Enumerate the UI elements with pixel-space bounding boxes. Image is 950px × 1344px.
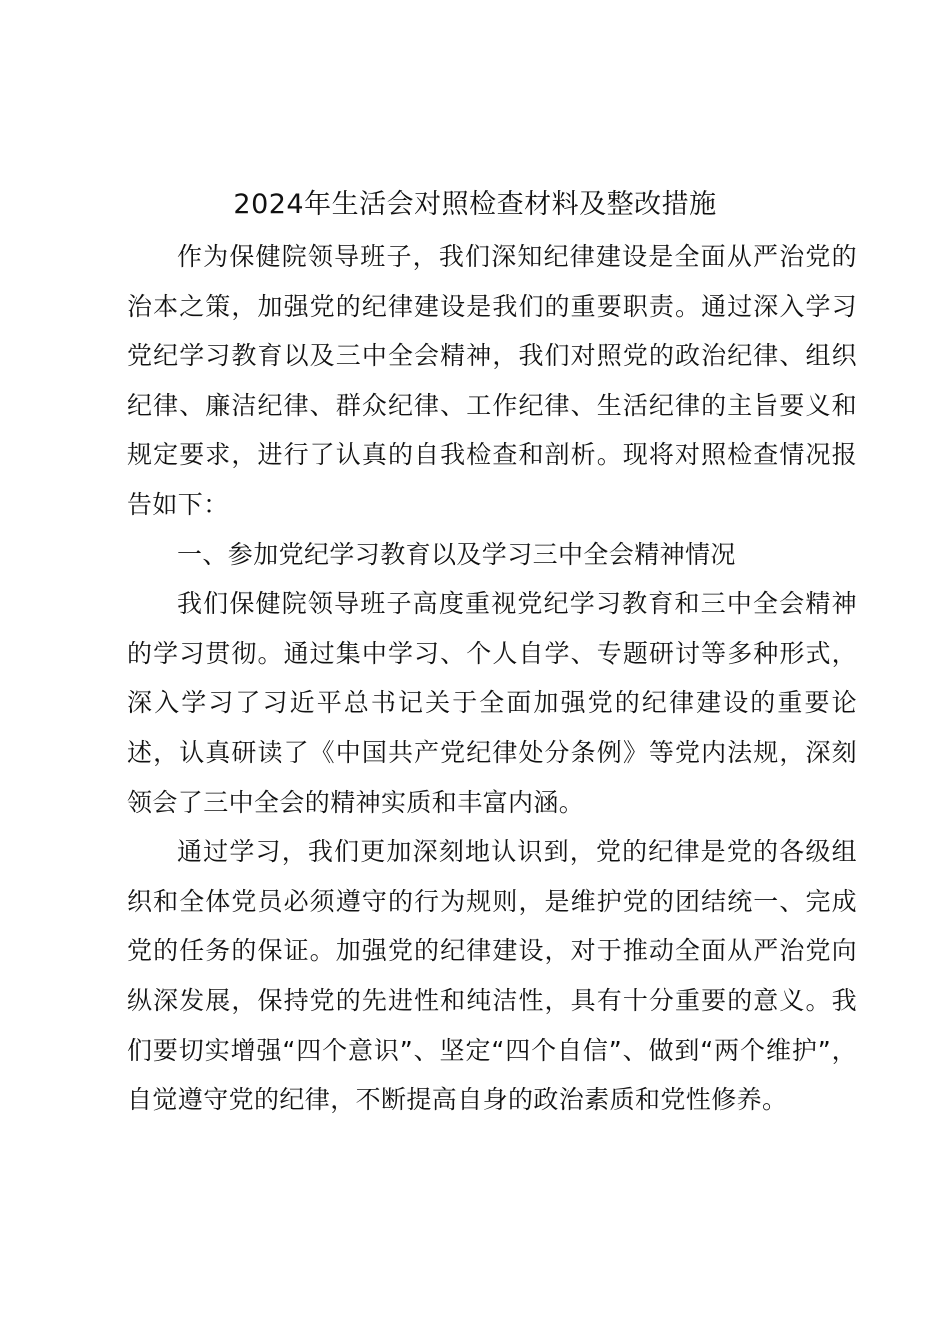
section-1-heading: 一、参加党纪学习教育以及学习三中全会精神情况 (177, 539, 736, 569)
intro-paragraph: 作为保健院领导班子，我们深知纪律建设是全面从严治党的治本之策，加强党的纪律建设是我们的重要职责。通过深入学习党纪学习教育以及三中全会精神，我们对照党的政治纪律、组织纪律、廉洁纪律、群众纪律、工作纪律、生活纪律的主旨要义和规定要求，进行了认真的自我检查和剖析。现将对照检查情况报告如下： (127, 242, 857, 519)
document-title: 2024年生活会对照检查材料及整改措施 (233, 189, 717, 220)
section-1-paragraph-1: 我们保健院领导班子高度重视党纪学习教育和三中全会精神的学习贯彻。通过集中学习、个人自学、专题研讨等多种形式，深入学习了习近平总书记关于全面加强党的纪律建设的重要论述，认真研读了《中国共产党纪律处分条例》等党内法规，深刻领会了三中全会的精神实质和丰富内涵。 (127, 589, 857, 817)
document-body (127, 232, 857, 1125)
section-1-paragraph-2: 通过学习，我们更加深刻地认识到，党的纪律是党的各级组织和全体党员必须遵守的行为规则，是维护党的团结统一、完成党的任务的保证。加强党的纪律建设，对于推动全面从严治党向纵深发展，保持党的先进性和纯洁性，具有十分重要的意义。我们要切实增强“四个意识”、坚定“四个自信”、做到“两个维护”，自觉遵守党的纪律，不断提高自身的政治素质和党性修养。 (127, 837, 857, 1115)
